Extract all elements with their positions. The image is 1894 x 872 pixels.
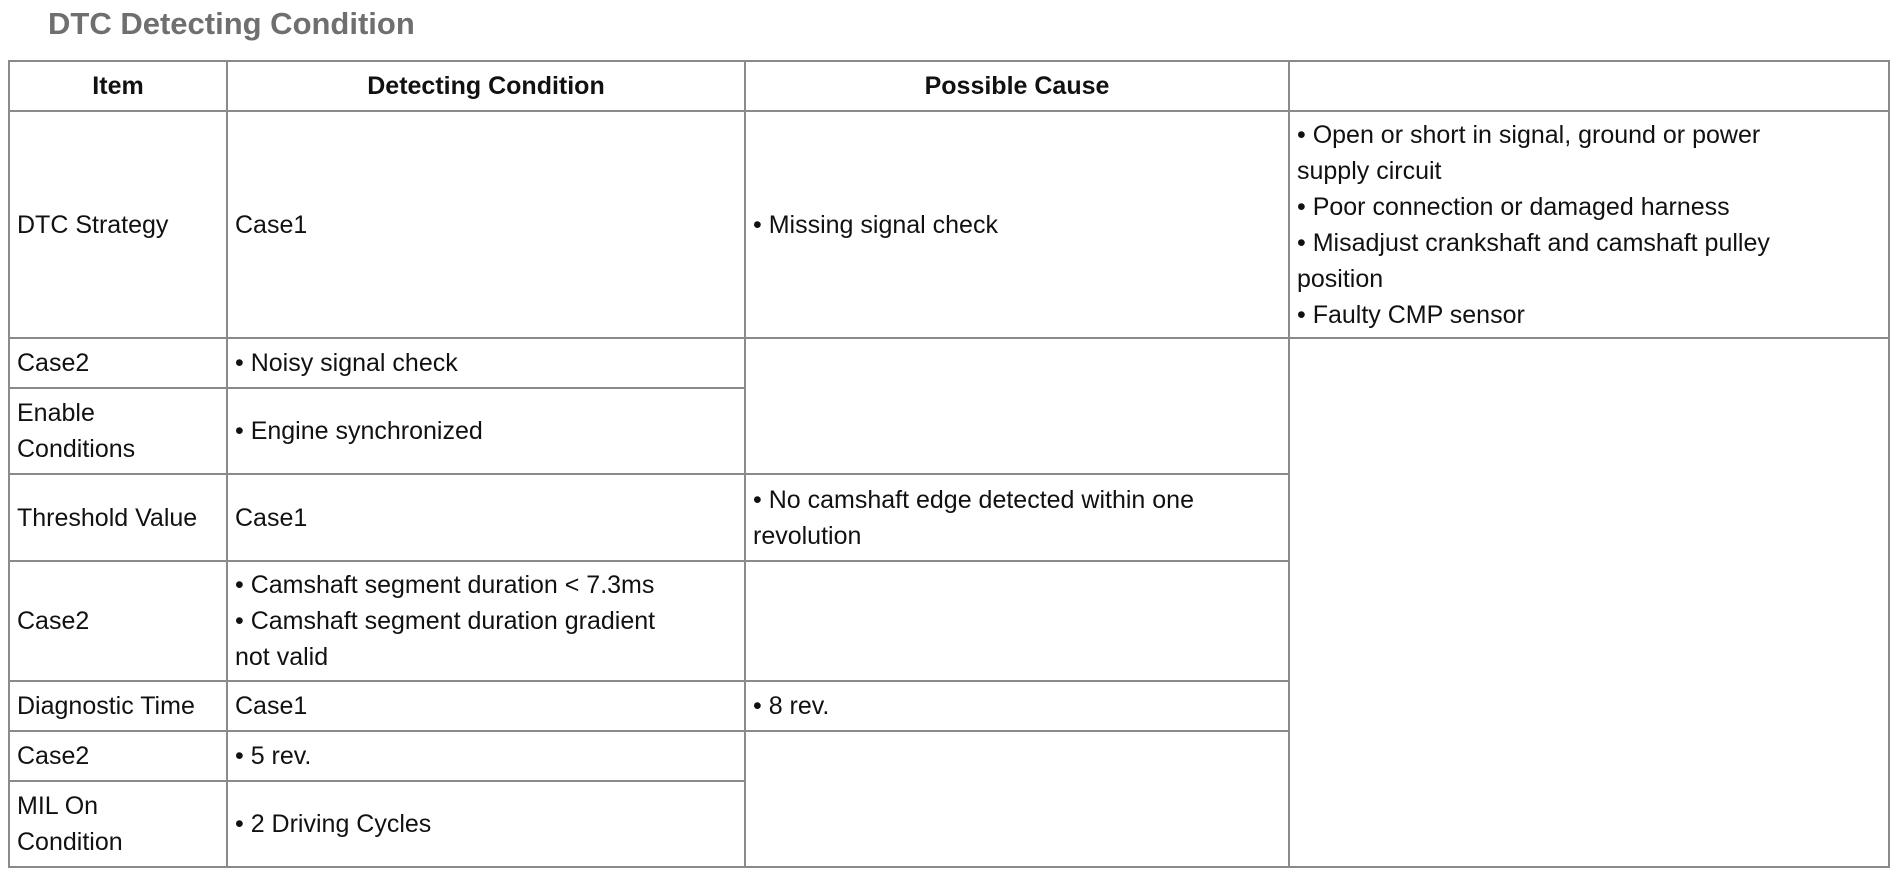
cell-possible-cause: • No camshaft edge detected within one revolution [753, 485, 1194, 550]
header-detecting-condition [226, 60, 746, 112]
table-row-possible-cause [744, 473, 1290, 562]
cell-item: Case2 [17, 742, 90, 770]
table-row-item [8, 780, 228, 868]
cell-item: DTC Strategy [17, 210, 169, 239]
cell-detecting-condition: • 2 Driving Cycles [235, 810, 432, 838]
header-possible-cause-label: Possible Cause [924, 72, 1110, 100]
cell-item: Threshold Value [17, 503, 198, 532]
table-row-item [8, 560, 228, 682]
cell-detecting-condition: Case1 [235, 210, 308, 239]
table-row-item [8, 473, 228, 562]
table-row-detecting-condition [226, 680, 746, 732]
header-item [8, 60, 228, 112]
table-row-detecting-condition [226, 730, 746, 782]
empty-cell [1288, 337, 1890, 868]
table-row-detecting-condition [226, 110, 746, 339]
table-row-item [8, 730, 228, 782]
cell-item: MIL On Condition [17, 792, 123, 856]
table-row-detecting-condition [226, 560, 746, 682]
header-blank [1288, 60, 1890, 112]
cell-possible-cause: • Missing signal check [753, 210, 998, 239]
cell-possible-cause: • 8 rev. [753, 692, 830, 720]
empty-cell [744, 560, 1290, 682]
cell-detecting-condition: Case1 [235, 692, 308, 720]
table-row-detecting-condition [226, 387, 746, 475]
cell-detecting-condition: • Engine synchronized [235, 417, 483, 445]
table-row-item [8, 680, 228, 732]
cell-item: Case2 [17, 349, 90, 377]
cell-detecting-condition: • 5 rev. [235, 742, 312, 770]
cell-detecting-condition: • Camshaft segment duration < 7.3ms • Camshaft segment duration gradient not valid [235, 571, 656, 671]
cell-detecting-condition: Case1 [235, 503, 308, 532]
table-row-detecting-condition [226, 780, 746, 868]
table-row-item [8, 110, 228, 339]
table-row-item [8, 337, 228, 389]
page-title: DTC Detecting Condition [48, 6, 415, 41]
header-detecting-condition-label: Detecting Condition [367, 72, 605, 100]
table-row-possible-cause [744, 680, 1290, 732]
table-row-extra [1288, 110, 1890, 339]
header-possible-cause [744, 60, 1290, 112]
header-item-label: Item [92, 72, 144, 100]
table-row-detecting-condition [226, 337, 746, 389]
table-row-detecting-condition [226, 473, 746, 562]
empty-cell [744, 337, 1290, 475]
cell-extra: • Open or short in signal, ground or power supply circuit • Poor connection or damaged harness • Misadjust crankshaft and camshaft pulley position • Faulty CMP sensor [1297, 120, 1770, 329]
empty-cell [744, 730, 1290, 868]
cell-item: Diagnostic Time [17, 692, 195, 720]
table-row-possible-cause [744, 110, 1290, 339]
cell-detecting-condition: • Noisy signal check [235, 349, 458, 377]
table-row-item [8, 387, 228, 475]
cell-item: Case2 [17, 607, 90, 635]
cell-item: Enable Conditions [17, 399, 136, 463]
